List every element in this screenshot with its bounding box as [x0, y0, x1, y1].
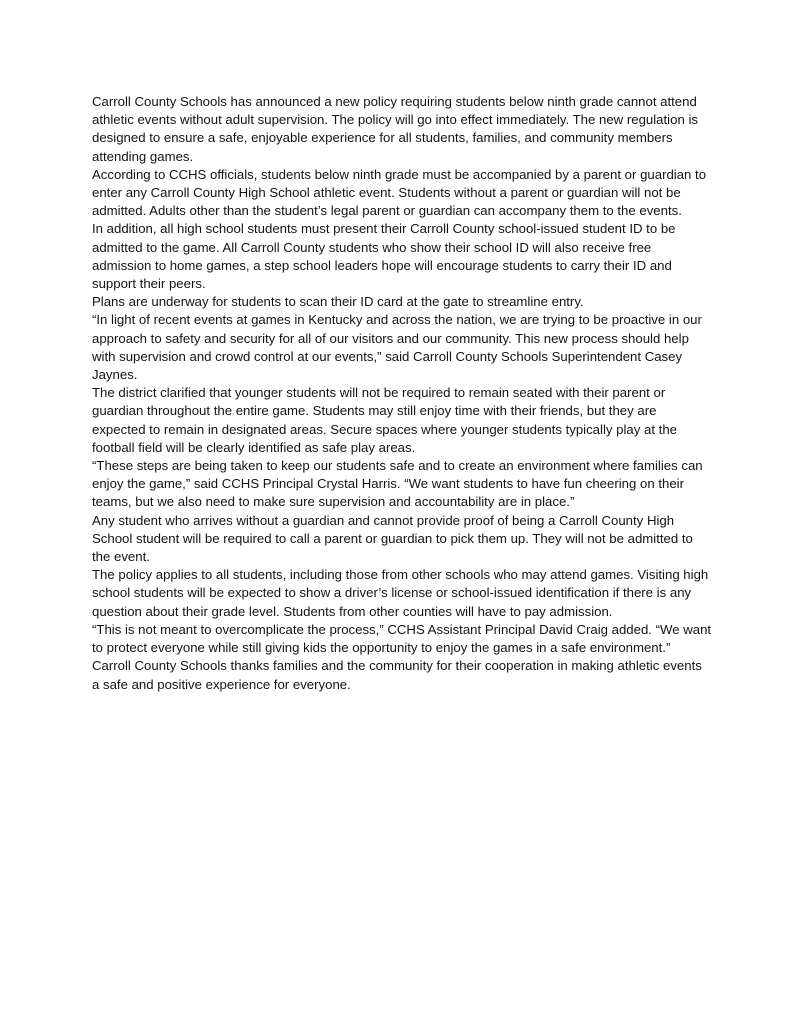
paragraph-assistant-principal-quote: “This is not meant to overcomplicate the process,” CCHS Assistant Principal David Craig added. “We want to protect everyone while still giving kids the opportunity to enjoy the games in a safe environment.”: [92, 621, 712, 656]
paragraph-designated-areas: The district clarified that younger students will not be required to remain seated with their parent or guardian throughout the entire game. Students may still enjoy time with their friends, but they are expected to remain in designated areas. Secure spaces where younger students typically play at the football field will be clearly identified as safe play areas.: [92, 385, 677, 455]
paragraph-student-id: In addition, all high school students must present their Carroll County school-issued student ID to be admitted to the game. All Carroll County students who show their school ID will also receive free admission to home games, a step school leaders hope will encourage students to carry their ID and support their peers.: [92, 221, 676, 292]
paragraph-id-scan: Plans are underway for students to scan their ID card at the gate to streamline entry.: [92, 294, 584, 310]
paragraph-visiting-students: The policy applies to all students, including those from other schools who may attend games. Visiting high school students will be expected to show a driver’s license or school-issued identification if there is any question about their grade level. Students from other counties will have to pay admission.: [92, 567, 709, 619]
paragraph-superintendent-quote: “In light of recent events at games in Kentucky and across the nation, we are trying to be proactive in our approach to safety and security for all of our visitors and our community. This new process should help with supervision and crowd control at our events,” said Carroll County Schools Superintendent Casey Jaynes.: [92, 312, 702, 383]
paragraph-principal-quote: “These steps are being taken to keep our students safe and to create an environment where families can enjoy the game,” said CCHS Principal Crystal Harris. “We want students to have fun cheering on their teams, but we also need to make sure supervision and accountability are in place.”: [92, 458, 703, 510]
paragraph-closing-thanks: Carroll County Schools thanks families and the community for their cooperation in making athletic events a safe and positive experience for everyone.: [92, 658, 702, 692]
paragraph-no-guardian: Any student who arrives without a guardian and cannot provide proof of being a Carroll County High School student will be required to call a parent or guardian to pick them up. They will not be admitted to the event.: [92, 512, 693, 565]
document-body: [92, 93, 712, 694]
paragraph-policy-announcement: Carroll County Schools has announced a new policy requiring students below ninth grade cannot attend athletic events without adult supervision. The policy will go into effect immediately. The new regulation is designed to ensure a safe, enjoyable experience for all students, families, and community members attending games.: [92, 94, 698, 164]
paragraph-guardian-requirement: According to CCHS officials, students below ninth grade must be accompanied by a parent or guardian to enter any Carroll County High School athletic event. Students without a parent or guardian will not be admitted. Adults other than the student’s legal parent or guardian can accompany them to the events.: [92, 166, 707, 219]
